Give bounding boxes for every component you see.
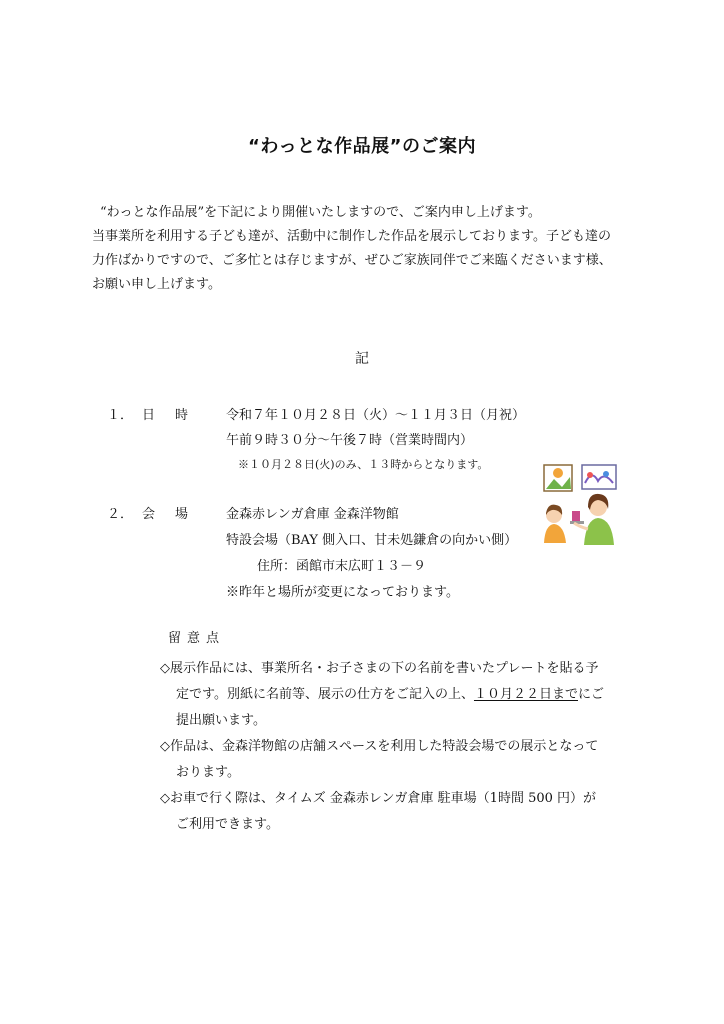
note-2-line-1: ◇作品は、金森洋物館の店舗スペースを利用した特設会場での展示となって bbox=[160, 739, 599, 754]
event-date: 令和７年１０月２８日（火）～１１月３日（月祝） bbox=[226, 408, 526, 423]
family-at-exhibition-illustration bbox=[540, 463, 620, 546]
page-title: “わっとな作品展”のご案内 bbox=[248, 136, 476, 157]
note-2-line-2: おります。 bbox=[176, 765, 240, 780]
notes-list bbox=[160, 656, 604, 838]
intro-line-2: 当事業所を利用する子ども達が、活動中に制作した作品を展示しております。子ども達の bbox=[92, 229, 611, 244]
venue-space: 特設会場（BAY 側入口、甘未処鎌倉の向かい側） bbox=[226, 533, 518, 548]
item1-number: １． bbox=[107, 408, 134, 423]
note-1-line-2 bbox=[160, 682, 604, 708]
intro-paragraph bbox=[92, 201, 612, 297]
notes-heading: 留意点 bbox=[168, 631, 226, 646]
item2-label-b: 場 bbox=[175, 507, 189, 522]
event-time-note: ※１０月２８日(火)のみ、１３時からとなります。 bbox=[238, 458, 489, 471]
venue-change-note: ※昨年と場所が変更になっております。 bbox=[226, 585, 459, 600]
item2-label-a: 会 bbox=[142, 507, 156, 522]
item1-label-b: 時 bbox=[175, 408, 189, 423]
intro-line-3: 力作ばかりですので、ご多忙とは存じますが、ぜひご家族同伴でご来臨くださいます様、 bbox=[92, 253, 612, 268]
ki-heading: 記 bbox=[355, 351, 369, 367]
note-3-line-2: ご利用できます。 bbox=[176, 817, 279, 832]
item1-label-a: 日 bbox=[142, 408, 156, 423]
venue-address: 住所：函館市末広町１３－９ bbox=[257, 559, 427, 574]
note-1-text-end: にご bbox=[577, 687, 604, 702]
note-1-line-1: ◇展示作品には、事業所名・お子さまの下の名前を書いたプレートを貼る予 bbox=[160, 661, 599, 676]
intro-line-4: お願い申し上げます。 bbox=[92, 277, 221, 292]
venue-name: 金森赤レンガ倉庫 金森洋物館 bbox=[226, 507, 399, 522]
item2-number: ２． bbox=[107, 507, 134, 522]
note-1-line-3: 提出願います。 bbox=[176, 713, 266, 728]
note-1-text: 定です。別紙に名前等、展示の仕方をご記入の上、 bbox=[176, 687, 474, 702]
submission-deadline: １０月２２日まで bbox=[473, 687, 578, 702]
event-time: 午前９時３０分～午後７時（営業時間内） bbox=[226, 433, 474, 448]
intro-line-1: “わっとな作品展”を下記により開催いたしますので、ご案内申し上げます。 bbox=[100, 205, 541, 220]
note-3-line-1: ◇お車で行く際は、タイムズ 金森赤レンガ倉庫 駐車場（1時間 500 円）が bbox=[160, 791, 597, 806]
